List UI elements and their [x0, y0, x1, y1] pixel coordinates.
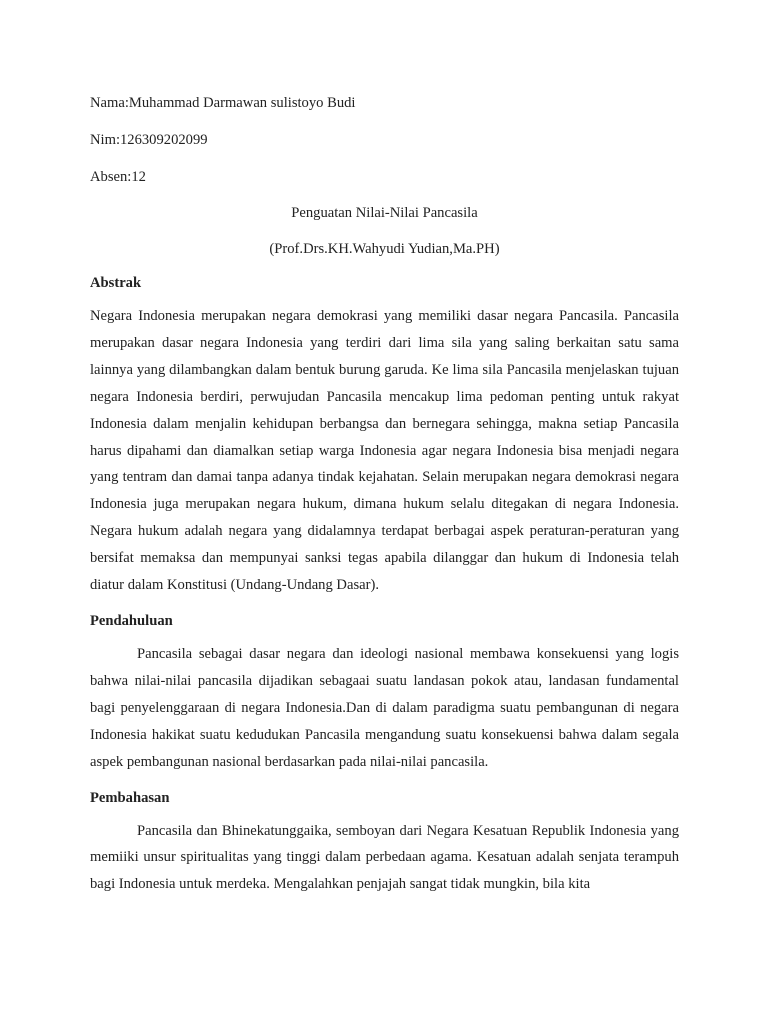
section-heading-abstrak: Abstrak — [90, 275, 142, 291]
document-content — [90, 93, 679, 909]
document-title: Penguatan Nilai-Nilai Pancasila — [291, 205, 478, 221]
section-heading-pendahuluan: Pendahuluan — [90, 612, 173, 629]
student-name: Nama:Muhammad Darmawan sulistoyo Budi — [90, 95, 356, 111]
document-author: (Prof.Drs.KH.Wahyudi Yudian,Ma.PH) — [269, 241, 500, 257]
section-body-pendahuluan: Pancasila sebagai dasar negara dan ideologi nasional membawa konsekuensi yang logis bahwa nilai-nilai pancasila dijadikan sebagaai suatu landasan pokok atau, landasan fundamental bagi penyelenggaraan di negara Indonesia.Dan di dalam paradigma suatu pembangunan di negara Indonesia hakikat suatu kedudukan Pancasila mengandung suatu konsekuensi bahwa dalam segala aspek pembangunan nasional berdasarkan pada nilai-nilai pancasila. — [90, 645, 679, 770]
section-body-abstrak: Negara Indonesia merupakan negara demokrasi yang memiliki dasar negara Pancasila. Pancasila merupakan dasar negara Indonesia yang terdiri dari lima sila yang saling berkaitan satu sama lainnya yang dilambangkan dalam bentuk burung garuda. Ke lima sila Pancasila menjelaskan tujuan negara Indonesia berdiri, perwujudan Pancasila mencakup lima pedoman penting untuk rakyat Indonesia dalam menjalin kehidupan berbangsa dan bernegara sehingga, makna setiap Pancasila harus dipahami dan diamalkan setiap warga Indonesia agar negara Indonesia bisa menjadi negara yang tentram dan damai tanpa adanya tindak kejahatan. Selain merupakan negara demokrasi negara Indonesia juga merupakan negara hukum, dimana hukum selalu ditegakan di negara Indonesia. Negara hukum adalah negara yang didalamnya terdapat berbagai aspek peraturan-peraturan yang bersifat memaksa dan mempunyai sanksi tegas apabila dilanggar dan hukum di Indonesia telah diatur dalam Konstitusi (Undang-Undang Dasar). — [90, 308, 679, 594]
section-body-pembahasan: Pancasila dan Bhinekatunggaika, semboyan dari Negara Kesatuan Republik Indonesia yang memiiki unsur spiritualitas yang tinggi dalam perbedaan agama. Kesatuan adalah senjata terampuh bagi Indonesia untuk merdeka. Mengalahkan penjajah sangat tidak mungkin, bila kita — [90, 822, 679, 893]
section-heading-pembahasan: Pembahasan — [90, 789, 170, 806]
student-absen: Absen:12 — [90, 169, 146, 185]
student-nim: Nim:126309202099 — [90, 132, 208, 148]
